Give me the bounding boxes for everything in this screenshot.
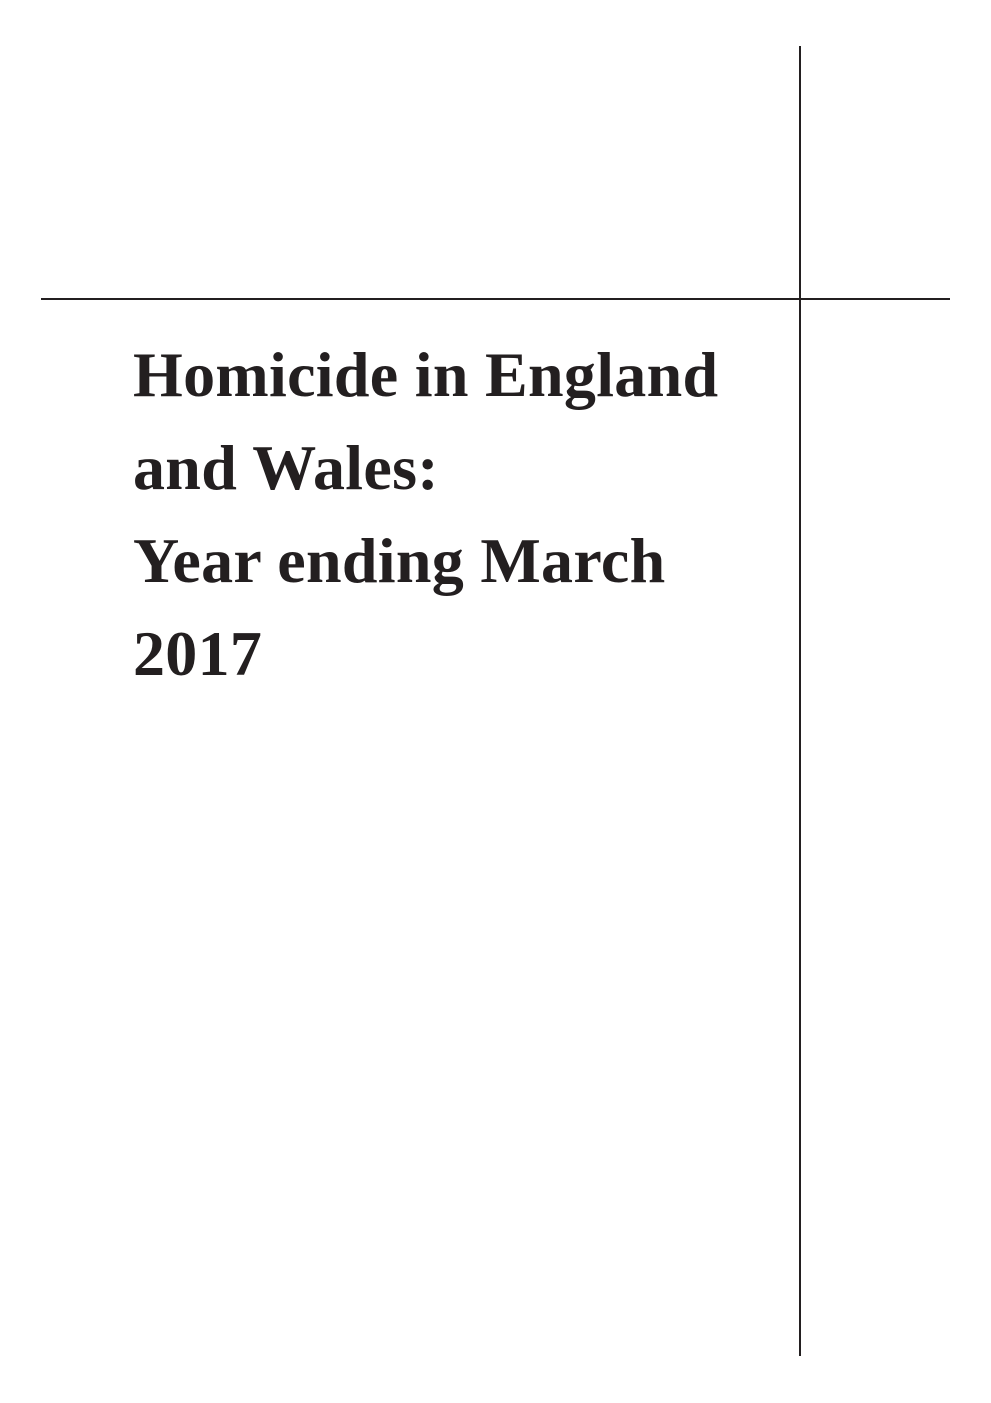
title-line-2: and Wales:	[133, 432, 439, 503]
title-line-3: Year ending March	[133, 525, 666, 596]
horizontal-rule	[41, 298, 950, 300]
vertical-rule	[799, 46, 801, 1356]
title-line-4: 2017	[133, 618, 263, 689]
document-title	[133, 328, 793, 700]
title-line-1: Homicide in England	[133, 339, 719, 410]
